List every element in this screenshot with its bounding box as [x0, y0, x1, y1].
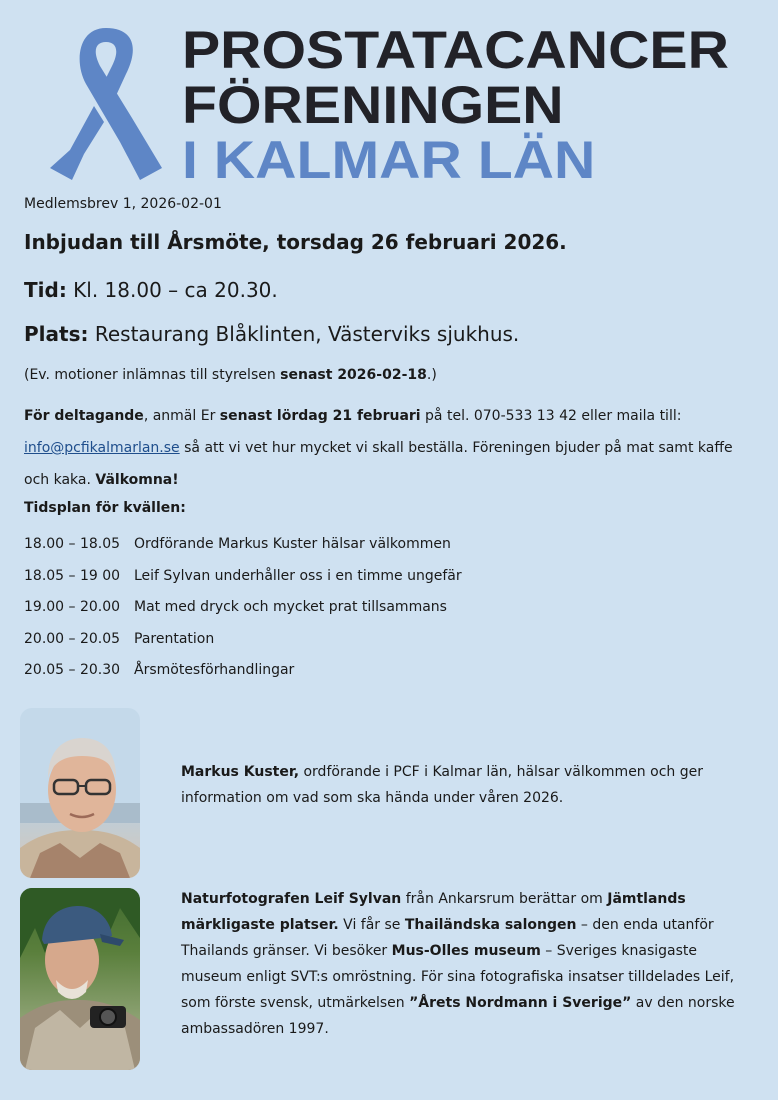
registration-text-1: , anmäl Er — [143, 408, 220, 424]
schedule-item — [24, 564, 462, 596]
bio2-text-1: från Ankarsrum berättar om — [401, 891, 608, 907]
place-value: Restaurang Blåklinten, Västerviks sjukhus. — [88, 322, 520, 346]
welcome-text: Välkomna! — [95, 472, 179, 488]
event-time — [24, 278, 278, 302]
schedule-text: Ordförande Markus Kuster hälsar välkommen — [134, 536, 451, 552]
schedule-text: Parentation — [134, 630, 215, 647]
schedule-text: Leif Sylvan underhåller oss i en timme ungefär — [134, 567, 462, 584]
bio1-name: Markus Kuster, — [181, 764, 300, 780]
logo-line-3: I KALMAR LÄN — [182, 131, 596, 190]
bio2-award: ”Årets Nordmann i Sverige” — [409, 995, 632, 1011]
bio-markus-kuster — [181, 759, 741, 811]
schedule-item — [24, 627, 462, 659]
bio2-text-2: Vi får se — [338, 917, 405, 933]
schedule-time: 20.05 – 20.30 — [24, 662, 121, 678]
bio2-text-3: – den enda utanför Thailands gränser. Vi besöker — [181, 917, 714, 959]
schedule-time: 20.00 – 20.05 — [24, 630, 121, 647]
time-label: Tid: — [24, 278, 67, 302]
motion-note — [24, 367, 437, 383]
time-value: Kl. 18.00 – ca 20.30. — [66, 278, 278, 302]
schedule-item — [24, 595, 462, 627]
logo-line-2: FÖRENINGEN — [182, 76, 564, 135]
organization-logo-text — [182, 21, 729, 190]
bio2-highlight-1: Thailändska salongen — [404, 917, 577, 933]
schedule-text: Årsmötesförhandlingar — [134, 662, 295, 678]
bio2-name: Naturfotografen Leif Sylvan — [181, 891, 402, 907]
note-end: .) — [426, 367, 437, 383]
invitation-heading: Inbjudan till Årsmöte, torsdag 26 februari 2026. — [24, 230, 567, 254]
bio-leif-sylvan — [181, 886, 741, 1042]
bio1-text: ordförande i PCF i Kalmar län, hälsar välkommen och ger information om vad som ska hända under våren 2026. — [181, 764, 703, 806]
schedule-time: 18.00 – 18.05 — [24, 536, 121, 552]
schedule-item — [24, 532, 462, 564]
bio2-text-4: – Sveriges knasigaste museum enligt SVT:s omröstning. För sina fotografiska insatser tilldelades Leif, som förste svensk, utmärkelsen — [181, 943, 735, 1011]
registration-lead: För deltagande — [24, 408, 144, 424]
schedule-list — [24, 532, 462, 690]
registration-deadline: senast lördag 21 februari — [219, 408, 421, 424]
bio2-highlight-2: Mus-Olles museum — [391, 943, 541, 959]
logo-line-1: PROSTATACANCER — [182, 21, 729, 80]
portrait-markus-kuster — [20, 708, 140, 878]
registration-text-2: på tel. 070-533 13 42 eller maila till: — [420, 408, 682, 424]
bio2-topic: Jämtlands märkligaste platser. — [181, 891, 686, 933]
portrait-leif-sylvan — [20, 888, 140, 1070]
note-text: (Ev. motioner inlämnas till styrelsen — [24, 367, 281, 383]
schedule-time: 18.05 – 19 00 — [24, 567, 121, 584]
schedule-title: Tidsplan för kvällen: — [24, 500, 186, 516]
place-label: Plats: — [24, 322, 89, 346]
bio2-text-5: av den norske ambassadören 1997. — [181, 995, 735, 1037]
registration-paragraph — [24, 400, 744, 496]
schedule-item — [24, 658, 462, 690]
schedule-time: 19.00 – 20.00 — [24, 599, 121, 615]
schedule-text: Mat med dryck och mycket prat tillsammans — [134, 599, 447, 615]
registration-text-3: så att vi vet hur mycket vi skall beställa. Föreningen bjuder på mat samt kaffe och kaka. — [24, 440, 733, 488]
event-place — [24, 322, 519, 346]
ribbon-logo — [48, 22, 164, 186]
note-deadline: senast 2026-02-18 — [280, 367, 427, 383]
newsletter-date: Medlemsbrev 1, 2026-02-01 — [24, 196, 222, 212]
email-link[interactable]: info@pcfikalmarlan.se — [24, 440, 180, 456]
